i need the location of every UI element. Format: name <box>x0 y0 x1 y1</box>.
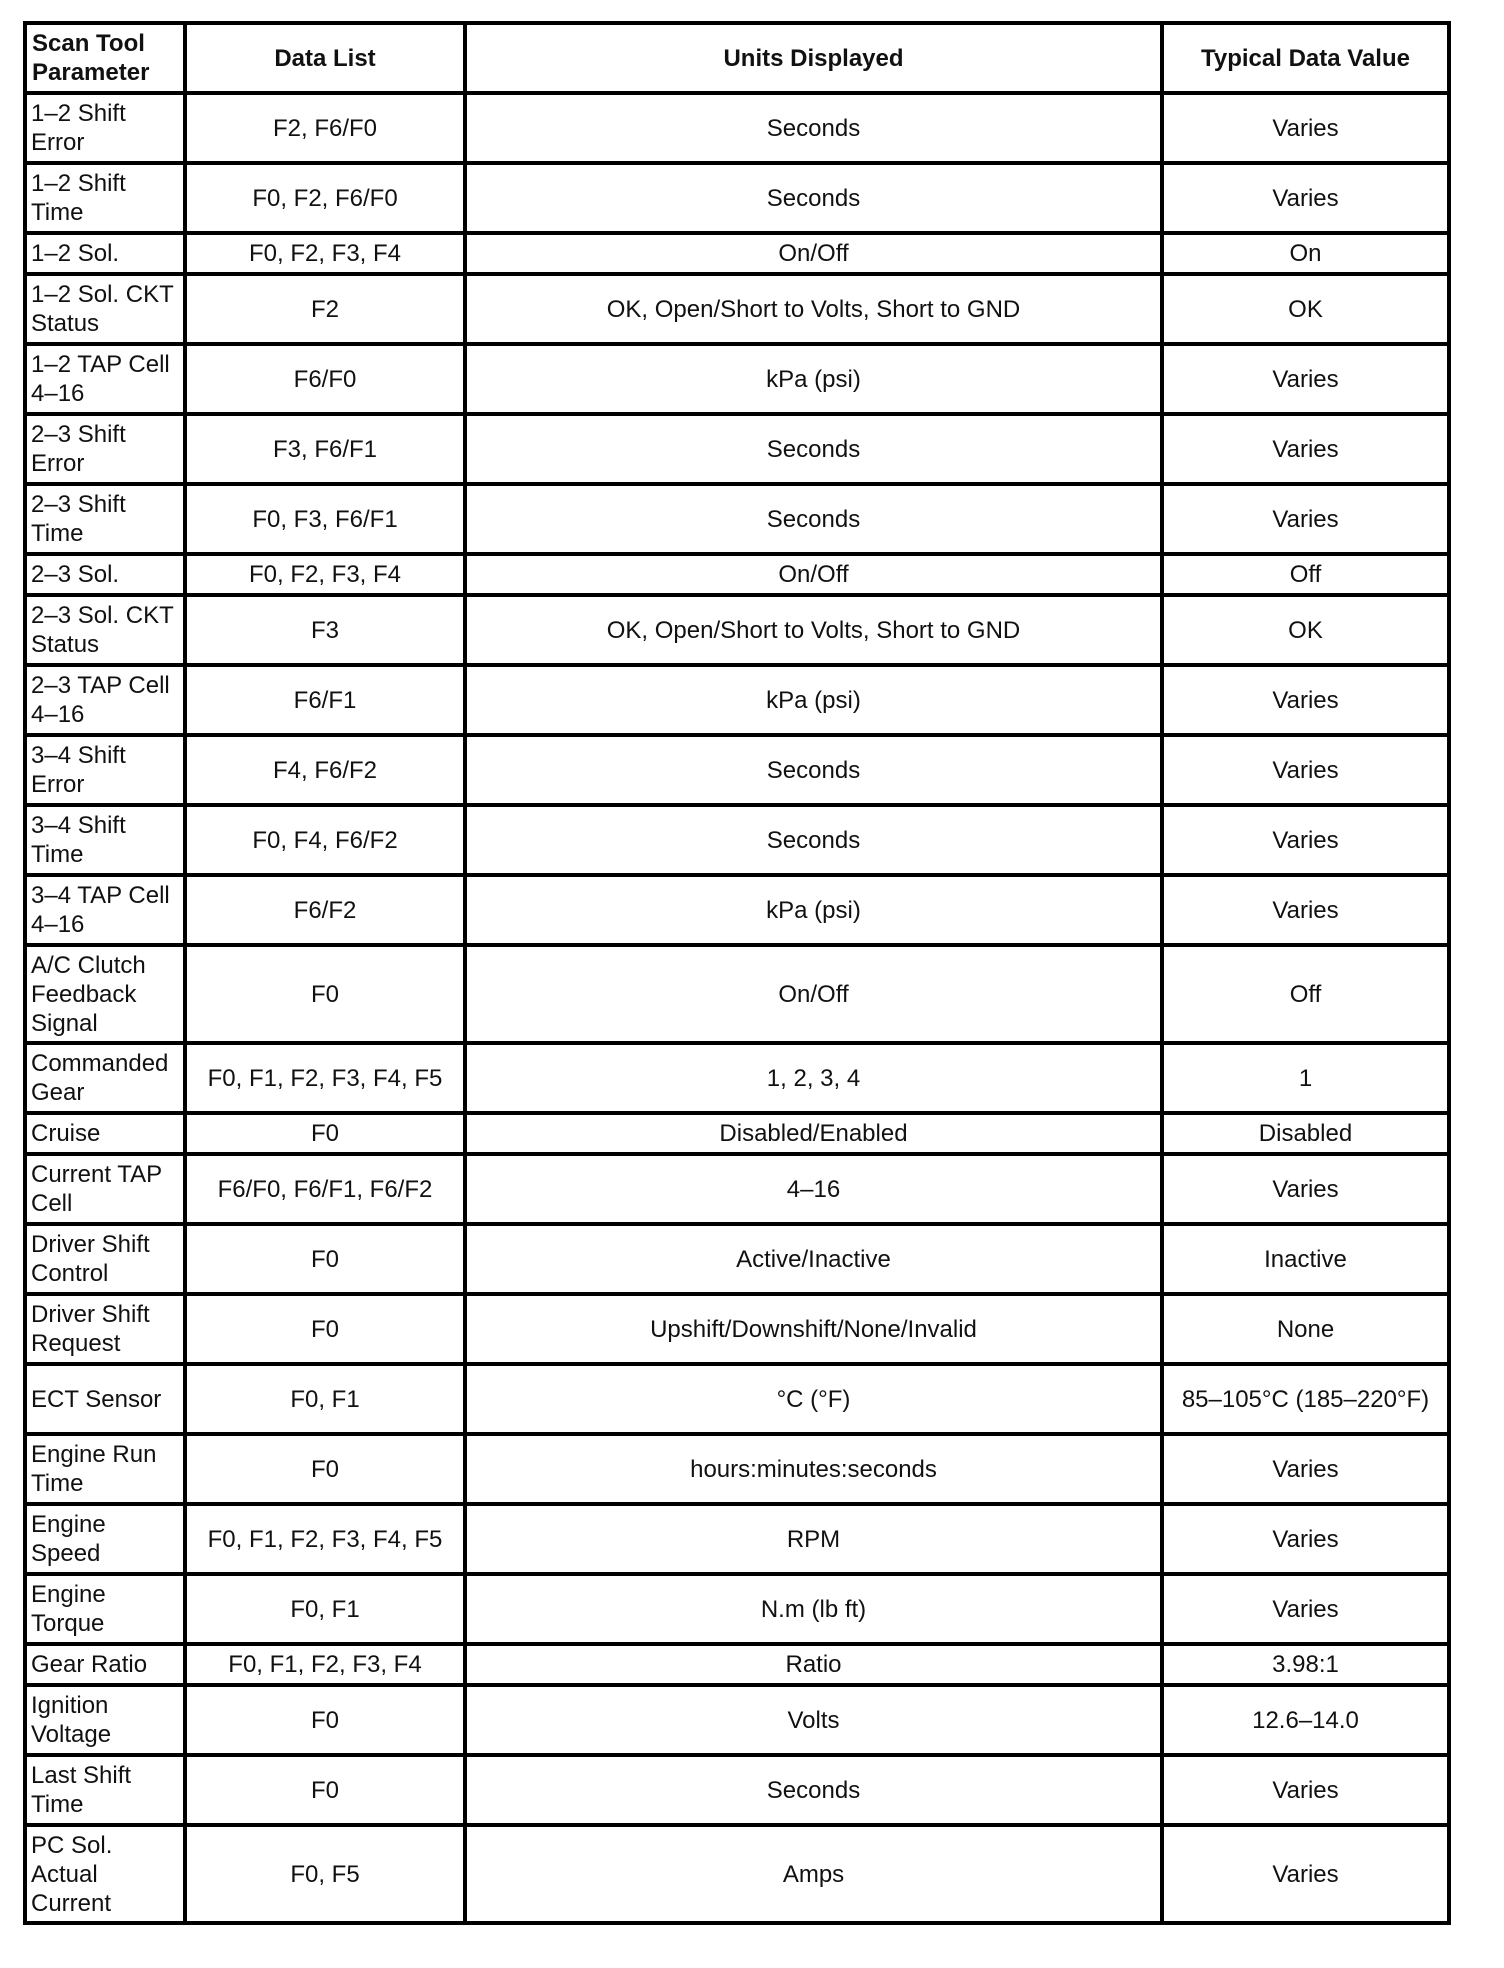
units-cell: Seconds <box>465 805 1162 875</box>
units-cell: OK, Open/Short to Volts, Short to GND <box>465 274 1162 344</box>
table-row <box>25 1364 1449 1434</box>
data-list-cell: F0, F3, F6/F1 <box>185 484 465 554</box>
data-list-cell: F2, F6/F0 <box>185 93 465 163</box>
param-cell: 2–3 Shift Error <box>25 414 185 484</box>
units-cell: Seconds <box>465 735 1162 805</box>
units-cell: Seconds <box>465 93 1162 163</box>
table-row <box>25 233 1449 274</box>
units-cell: kPa (psi) <box>465 344 1162 414</box>
scan-tool-data-table <box>23 21 1451 1925</box>
table-row <box>25 274 1449 344</box>
param-cell: Driver Shift Control <box>25 1224 185 1294</box>
param-cell: 2–3 TAP Cell 4–16 <box>25 665 185 735</box>
param-cell: Last Shift Time <box>25 1755 185 1825</box>
data-list-cell: F6/F1 <box>185 665 465 735</box>
param-cell: Current TAP Cell <box>25 1154 185 1224</box>
param-cell: Engine Speed <box>25 1504 185 1574</box>
data-list-cell: F0 <box>185 945 465 1043</box>
units-cell: Active/Inactive <box>465 1224 1162 1294</box>
param-cell: Engine Run Time <box>25 1434 185 1504</box>
typical-value-cell: Varies <box>1162 1504 1449 1574</box>
param-cell: Gear Ratio <box>25 1644 185 1685</box>
units-cell: Ratio <box>465 1644 1162 1685</box>
typical-value-cell: Off <box>1162 945 1449 1043</box>
typical-value-cell: Varies <box>1162 875 1449 945</box>
units-cell: Seconds <box>465 163 1162 233</box>
typical-value-cell: OK <box>1162 274 1449 344</box>
data-list-cell: F0, F1 <box>185 1364 465 1434</box>
units-cell: On/Off <box>465 554 1162 595</box>
units-cell: kPa (psi) <box>465 665 1162 735</box>
param-cell: Cruise <box>25 1113 185 1154</box>
typical-value-cell: Varies <box>1162 163 1449 233</box>
header-units-displayed: Units Displayed <box>465 23 1162 93</box>
data-list-cell: F0, F2, F3, F4 <box>185 554 465 595</box>
typical-value-cell: 3.98:1 <box>1162 1644 1449 1685</box>
data-list-cell: F6/F2 <box>185 875 465 945</box>
data-list-cell: F0 <box>185 1434 465 1504</box>
table-row <box>25 1224 1449 1294</box>
table-row <box>25 1154 1449 1224</box>
table-row <box>25 1504 1449 1574</box>
units-cell: On/Off <box>465 233 1162 274</box>
data-list-cell: F6/F0, F6/F1, F6/F2 <box>185 1154 465 1224</box>
param-cell: 2–3 Sol. CKT Status <box>25 595 185 665</box>
data-list-cell: F0, F2, F6/F0 <box>185 163 465 233</box>
typical-value-cell: Disabled <box>1162 1113 1449 1154</box>
table-row <box>25 1113 1449 1154</box>
units-cell: N.m (lb ft) <box>465 1574 1162 1644</box>
table-header-row <box>25 23 1449 93</box>
typical-value-cell: 85–105°C (185–220°F) <box>1162 1364 1449 1434</box>
param-cell: 1–2 Shift Error <box>25 93 185 163</box>
typical-value-cell: Varies <box>1162 1755 1449 1825</box>
typical-value-cell: None <box>1162 1294 1449 1364</box>
param-cell: 2–3 Shift Time <box>25 484 185 554</box>
table-row <box>25 1294 1449 1364</box>
typical-value-cell: Varies <box>1162 805 1449 875</box>
table-row <box>25 875 1449 945</box>
table-row <box>25 1825 1449 1923</box>
param-cell: Ignition Voltage <box>25 1685 185 1755</box>
param-cell: 1–2 Shift Time <box>25 163 185 233</box>
units-cell: Seconds <box>465 414 1162 484</box>
typical-value-cell: On <box>1162 233 1449 274</box>
typical-value-cell: Varies <box>1162 665 1449 735</box>
table-row <box>25 1644 1449 1685</box>
param-cell: 1–2 Sol. CKT Status <box>25 274 185 344</box>
typical-value-cell: Inactive <box>1162 1224 1449 1294</box>
units-cell: Seconds <box>465 484 1162 554</box>
table-row <box>25 805 1449 875</box>
scan-tool-data-table-container <box>23 21 1447 1925</box>
data-list-cell: F3, F6/F1 <box>185 414 465 484</box>
table-row <box>25 1755 1449 1825</box>
param-cell: A/C Clutch Feedback Signal <box>25 945 185 1043</box>
units-cell: Disabled/Enabled <box>465 1113 1162 1154</box>
typical-value-cell: 1 <box>1162 1043 1449 1113</box>
units-cell: Upshift/Downshift/None/Invalid <box>465 1294 1162 1364</box>
param-cell: 2–3 Sol. <box>25 554 185 595</box>
table-row <box>25 1043 1449 1113</box>
table-row <box>25 1434 1449 1504</box>
units-cell: kPa (psi) <box>465 875 1162 945</box>
data-list-cell: F0, F1, F2, F3, F4, F5 <box>185 1043 465 1113</box>
header-scan-tool-parameter: Scan Tool Parameter <box>25 23 185 93</box>
table-row <box>25 1685 1449 1755</box>
typical-value-cell: Varies <box>1162 735 1449 805</box>
table-row <box>25 93 1449 163</box>
param-cell: 3–4 Shift Time <box>25 805 185 875</box>
table-row <box>25 484 1449 554</box>
data-list-cell: F0, F1 <box>185 1574 465 1644</box>
typical-value-cell: Varies <box>1162 414 1449 484</box>
typical-value-cell: Varies <box>1162 484 1449 554</box>
units-cell: Seconds <box>465 1755 1162 1825</box>
typical-value-cell: Off <box>1162 554 1449 595</box>
param-cell: ECT Sensor <box>25 1364 185 1434</box>
data-list-cell: F0 <box>185 1224 465 1294</box>
units-cell: Volts <box>465 1685 1162 1755</box>
units-cell: hours:minutes:seconds <box>465 1434 1162 1504</box>
data-list-cell: F0, F5 <box>185 1825 465 1923</box>
data-list-cell: F0 <box>185 1685 465 1755</box>
typical-value-cell: Varies <box>1162 1434 1449 1504</box>
header-data-list: Data List <box>185 23 465 93</box>
data-list-cell: F6/F0 <box>185 344 465 414</box>
table-row <box>25 554 1449 595</box>
table-row <box>25 163 1449 233</box>
typical-value-cell: Varies <box>1162 344 1449 414</box>
table-row <box>25 414 1449 484</box>
table-row <box>25 945 1449 1043</box>
typical-value-cell: Varies <box>1162 1574 1449 1644</box>
table-row <box>25 1574 1449 1644</box>
data-list-cell: F0, F1, F2, F3, F4, F5 <box>185 1504 465 1574</box>
data-list-cell: F0 <box>185 1113 465 1154</box>
param-cell: 1–2 TAP Cell 4–16 <box>25 344 185 414</box>
data-list-cell: F0, F4, F6/F2 <box>185 805 465 875</box>
units-cell: 1, 2, 3, 4 <box>465 1043 1162 1113</box>
data-list-cell: F0, F1, F2, F3, F4 <box>185 1644 465 1685</box>
typical-value-cell: OK <box>1162 595 1449 665</box>
table-row <box>25 665 1449 735</box>
data-list-cell: F0 <box>185 1755 465 1825</box>
data-list-cell: F0 <box>185 1294 465 1364</box>
param-cell: 3–4 Shift Error <box>25 735 185 805</box>
param-cell: PC Sol. Actual Current <box>25 1825 185 1923</box>
units-cell: On/Off <box>465 945 1162 1043</box>
data-list-cell: F0, F2, F3, F4 <box>185 233 465 274</box>
header-typical-data-value: Typical Data Value <box>1162 23 1449 93</box>
table-row <box>25 595 1449 665</box>
data-list-cell: F3 <box>185 595 465 665</box>
typical-value-cell: Varies <box>1162 1154 1449 1224</box>
typical-value-cell: Varies <box>1162 93 1449 163</box>
param-cell: Engine Torque <box>25 1574 185 1644</box>
param-cell: Commanded Gear <box>25 1043 185 1113</box>
units-cell: °C (°F) <box>465 1364 1162 1434</box>
data-list-cell: F4, F6/F2 <box>185 735 465 805</box>
units-cell: Amps <box>465 1825 1162 1923</box>
data-list-cell: F2 <box>185 274 465 344</box>
units-cell: OK, Open/Short to Volts, Short to GND <box>465 595 1162 665</box>
param-cell: 3–4 TAP Cell 4–16 <box>25 875 185 945</box>
units-cell: 4–16 <box>465 1154 1162 1224</box>
units-cell: RPM <box>465 1504 1162 1574</box>
typical-value-cell: 12.6–14.0 <box>1162 1685 1449 1755</box>
table-row <box>25 344 1449 414</box>
param-cell: 1–2 Sol. <box>25 233 185 274</box>
table-row <box>25 735 1449 805</box>
param-cell: Driver Shift Request <box>25 1294 185 1364</box>
typical-value-cell: Varies <box>1162 1825 1449 1923</box>
